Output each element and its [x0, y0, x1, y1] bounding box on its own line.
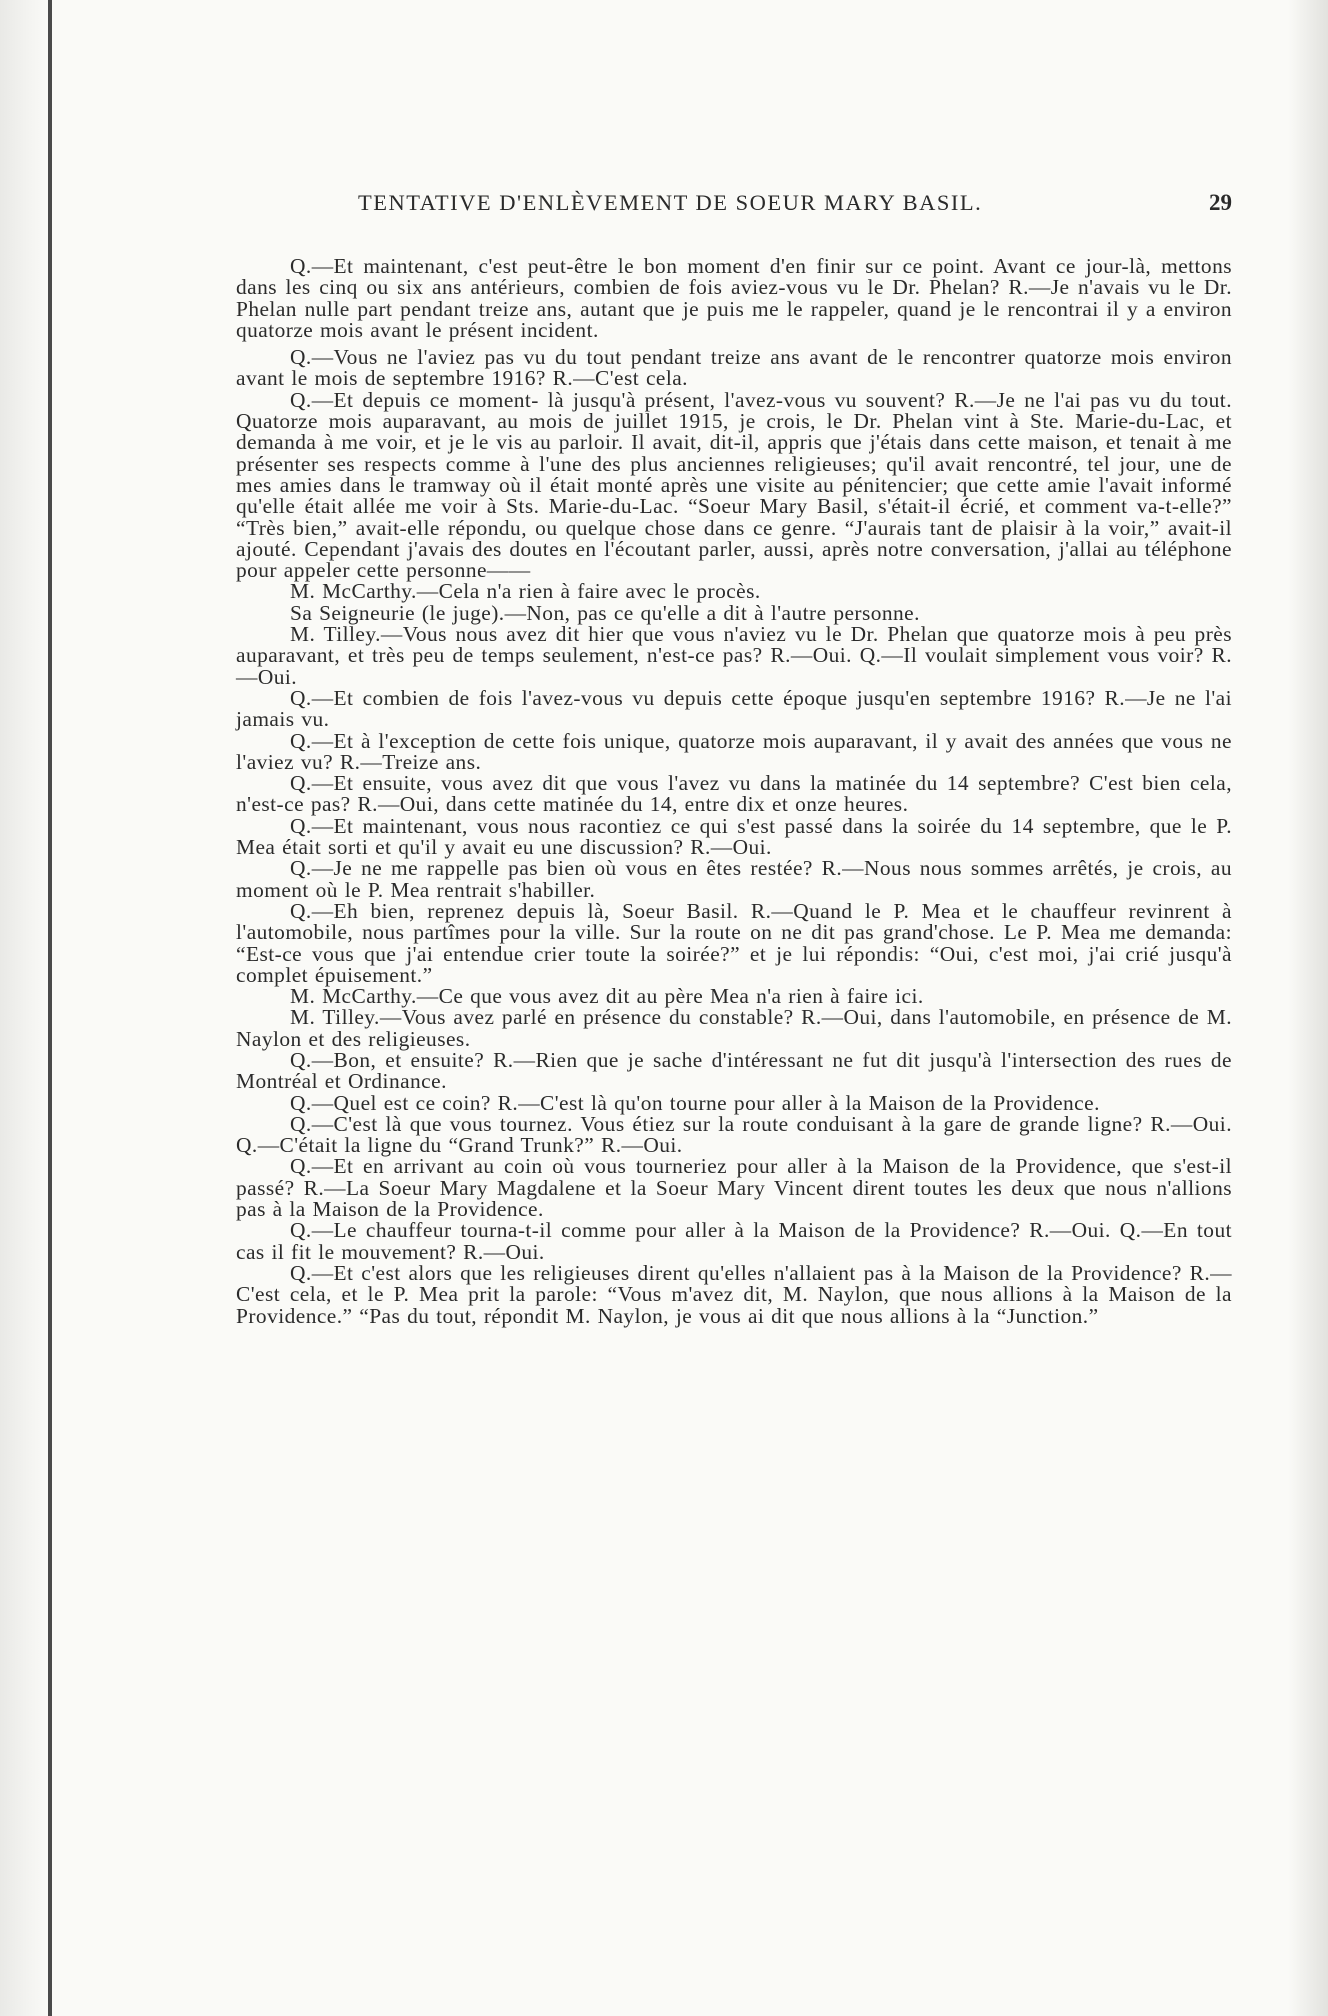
paragraph: Q.—Le chauffeur tourna-t-il comme pour aller à la Maison de la Providence? R.—Oui. Q.—En tout cas il fit le mouvement? R.—Oui. [236, 1218, 1232, 1264]
running-head-title: TENTATIVE D'ENLÈVEMENT DE SOEUR MARY BASIL. [358, 190, 983, 215]
paragraph: M. Tilley.—Vous nous avez dit hier que vous n'aviez vu le Dr. Phelan que quatorze mois à peu près auparavant, et très peu de temps seulement, n'est-ce pas? R.—Oui. Q.—Il voulait simplement vous voir? R.—Oui. [236, 622, 1232, 689]
paragraph: M. Tilley.—Vous avez parlé en présence du constable? R.—Oui, dans l'automobile, en présence de M. Naylon et des religieuses. [236, 1005, 1232, 1051]
page-number: 29 [1209, 190, 1232, 215]
paragraph: Q.—C'est là que vous tournez. Vous étiez sur la route conduisant à la gare de grande ligne? R.—Oui. Q.—C'était la ligne du “Grand Trunk?” R.—Oui. [236, 1111, 1232, 1158]
paragraph: Q.—Et à l'exception de cette fois unique, quatorze mois auparavant, il y avait des années que vous ne l'aviez vu? R.—Treize ans. [236, 728, 1232, 774]
paragraph: Q.—Et maintenant, c'est peut-être le bon moment d'en finir sur ce point. Avant ce jour-là, mettons dans les cinq ou six ans antérieurs, combien de fois aviez-vous vu le Dr. Phelan? R.—Je n'avais vu le Dr. Phelan nulle part pendant treize ans, autant que je puis me le rappeler, quand je le rencontrai il y a environ quatorze mois avant le présent incident. [236, 254, 1232, 342]
page-right-shadow [1288, 0, 1328, 2016]
paragraph: Sa Seigneurie (le juge).—Non, pas ce qu'elle a dit à l'autre personne. [290, 600, 920, 625]
body-text [236, 256, 1232, 1327]
paragraph: Q.—Bon, et ensuite? R.—Rien que je sache d'intéressant ne fut dit jusqu'à l'intersection des rues de Montréal et Ordinance. [236, 1047, 1232, 1094]
paragraph: Q.—Eh bien, reprenez depuis là, Soeur Basil. R.—Quand le P. Mea et le chauffeur revinrent à l'automobile, nous partîmes pour la ville. Sur la route on ne dit pas grand'chose. Le P. Mea me demanda: “Est-ce vous que j'ai entendue crier toute la soirée?” et je lui répondis: “Oui, c'est moi, j'ai crié jusqu'à complet épuisement.” [236, 898, 1232, 987]
paragraph: Q.—Et en arrivant au coin où vous tourneriez pour aller à la Maison de la Providence, que s'est-il passé? R.—La Soeur Mary Magdalene et la Soeur Mary Vincent dirent toutes les deux que nous n'allions pas à la Maison de la Providence. [236, 1154, 1232, 1222]
paragraph: Q.—Et maintenant, vous nous racontiez ce qui s'est passé dans la soirée du 14 septembre, que le P. Mea était sorti et qu'il y avait eu une discussion? R.—Oui. [236, 813, 1232, 860]
page-edge-line [48, 0, 52, 2016]
paragraph: Q.—Quel est ce coin? R.—C'est là qu'on tourne pour aller à la Maison de la Providence. [290, 1090, 1100, 1115]
book-gutter [0, 0, 50, 2016]
paragraph: Q.—Et combien de fois l'avez-vous vu depuis cette époque jusqu'en septembre 1916? R.—Je ne l'ai jamais vu. [236, 685, 1232, 732]
paragraph: M. McCarthy.—Ce que vous avez dit au père Mea n'a rien à faire ici. [290, 984, 924, 1009]
paragraph: Q.—Et c'est alors que les religieuses dirent qu'elles n'allaient pas à la Maison de la Providence? R.—C'est cela, et le P. Mea prit la parole: “Vous m'avez dit, M. Naylon, que nous allions à la Maison de la Providence.” “Pas du tout, répondit M. Naylon, je vous ai dit que nous allions à la “Junction.” [236, 1260, 1232, 1328]
paragraph: M. McCarthy.—Cela n'a rien à faire avec le procès. [290, 579, 761, 604]
paragraph: Q.—Et ensuite, vous avez dit que vous l'avez vu dans la matinée du 14 septembre? C'est bien cela, n'est-ce pas? R.—Oui, dans cette matinée du 14, entre dix et onze heures. [236, 771, 1232, 817]
paragraph: Q.—Vous ne l'aviez pas vu du tout pendant treize ans avant de le rencontrer quatorze mois environ avant le mois de septembre 1916? R.—C'est cela. [236, 345, 1232, 391]
paragraph: Q.—Je ne me rappelle pas bien où vous en êtes restée? R.—Nous nous sommes arrêtés, je crois, au moment où le P. Mea rentrait s'habiller. [236, 856, 1232, 902]
paragraph: Q.—Et depuis ce moment- là jusqu'à présent, l'avez-vous vu souvent? R.—Je ne l'ai pas vu du tout. Quatorze mois auparavant, au mois de juillet 1915, je crois, le Dr. Phelan vint à Ste. Marie-du-Lac, et demanda à me voir, et je le vis au parloir. Il avait, dit-il, appris que j'étais dans cette maison, et tenait à me présenter ses respects comme à l'une des plus anciennes religieuses; qu'il avait rencontré, tel jour, une de mes amies dans le tramway où il était monté après une visite au pénitencier; que cette amie l'avait informé qu'elle était allée me voir à Sts. Marie-du-Lac. “Soeur Mary Basil, s'était-il écrié, et comment va-t-elle?” “Très bien,” avait-elle répondu, ou quelque chose dans ce genre. “J'aurais tant de plaisir à la voir,” avait-il ajouté. Cependant j'avais des doutes en l'écoutant parler, aussi, après notre conversation, j'allai au téléphone pour appeler cette personne—— [236, 387, 1232, 583]
